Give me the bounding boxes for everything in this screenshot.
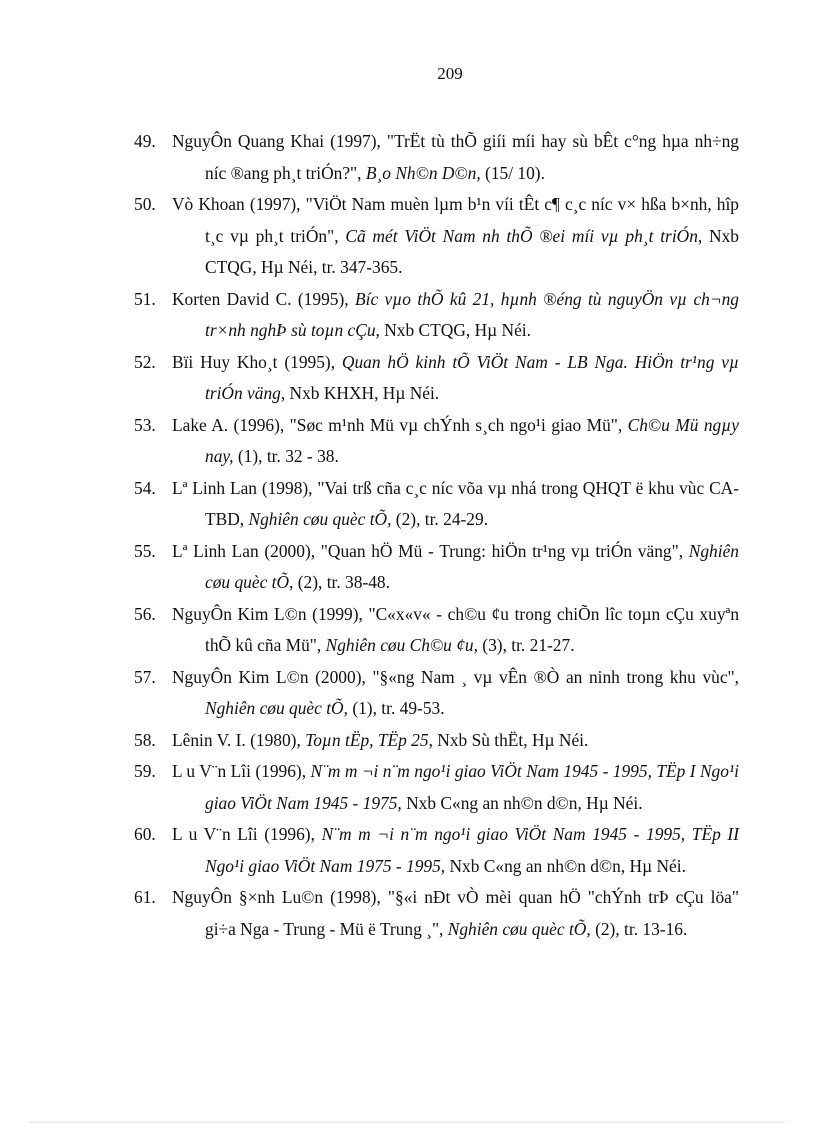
- reference-author: NguyÔn Quang Khai (1997),: [172, 131, 387, 151]
- reference-details: Nxb CTQG, Hµ Néi.: [384, 320, 531, 340]
- reference-author: Lª Linh Lan (1998),: [172, 477, 318, 498]
- reference-details: Nxb C«ng an nh©n d©n, Hµ Néi.: [406, 792, 643, 813]
- reference-item: [134, 756, 739, 819]
- reference-item: [134, 410, 739, 473]
- reference-details: Nxb CTQG, Hµ Néi, tr. 347-365.: [205, 225, 739, 277]
- reference-author: Lake A. (1996),: [172, 414, 290, 435]
- reference-author: Bïi Huy Kho¸t (1995),: [172, 351, 342, 372]
- reference-item: [134, 662, 739, 725]
- reference-item: [134, 473, 739, 536]
- reference-details: (3), tr. 21-27.: [482, 635, 575, 655]
- reference-item: [134, 189, 739, 284]
- reference-source: Nghiên cøu quèc tÕ,: [205, 698, 353, 718]
- reference-number: 49.: [134, 131, 156, 151]
- reference-author: Lª Linh Lan (2000),: [172, 540, 321, 561]
- reference-source: N¨m m ¬i n¨m ngo¹i giao ViÖt Nam 1945 - 1995, TËp II Ngo¹i giao ViÖt Nam 1975 - 1995,: [205, 824, 739, 876]
- reference-details: (15/ 10).: [485, 162, 545, 183]
- reference-details: (2), tr. 24-29.: [395, 509, 489, 529]
- reference-author: NguyÔn Kim L©n (2000),: [172, 666, 373, 687]
- reference-source: Ch©u Mü ngµy nay,: [205, 414, 739, 466]
- reference-author: Vò Khoan (1997),: [172, 194, 306, 214]
- reference-list: [134, 126, 739, 945]
- reference-number: 54.: [134, 477, 156, 498]
- reference-details: Nxb KHXH, Hµ Néi.: [289, 383, 440, 403]
- reference-details: (1), tr. 49-53.: [352, 698, 445, 718]
- reference-item: [134, 599, 739, 662]
- reference-source: Nghiên cøu quèc tÕ: [205, 540, 739, 592]
- reference-title: "§«ng Nam ¸ vµ vÊn ®Ò an ninh trong khu vùc",: [372, 666, 740, 687]
- reference-author: L u V¨n Lîi (1996),: [172, 761, 311, 781]
- reference-source: Toµn tËp, TËp 25,: [305, 729, 438, 750]
- reference-source: Cã mét ViÖt Nam nh thÕ ®ei míi vµ ph¸t triÓn,: [345, 225, 710, 246]
- reference-number: 57.: [134, 666, 156, 687]
- reference-title: "§«i nÐt vÒ mèi quan hÖ "chÝnh trÞ cÇu löa" gi÷a Nga - Trung - Mü ë Trung ¸",: [205, 887, 739, 939]
- reference-source: Bíc vµo thÕ kû 21, hµnh ®éng tù nguyÖn vµ ch¬ng tr×nh nghÞ sù toµn cÇu,: [205, 288, 739, 340]
- reference-details: Nxb Sù thËt, Hµ Néi.: [437, 729, 589, 750]
- reference-details: (1), tr. 32 - 38.: [237, 446, 339, 466]
- reference-author: Lênin V. I. (1980),: [172, 729, 306, 750]
- reference-details: , (2), tr. 38-48.: [289, 572, 390, 592]
- reference-item: [134, 347, 739, 410]
- reference-source: Quan hÖ kinh tÕ ViÖt Nam - LB Nga. HiÖn tr¹ng vµ triÓn väng,: [205, 351, 739, 403]
- reference-source: N¨m m ¬i n¨m ngo¹i giao ViÖt Nam 1945 - 1995, TËp I Ngo¹i giao ViÖt Nam 1945 - 1975,: [205, 761, 739, 813]
- reference-number: 58.: [134, 729, 156, 750]
- reference-source: Nghiên cøu quèc tÕ,: [447, 918, 596, 939]
- reference-item: [134, 284, 739, 347]
- reference-number: 56.: [134, 603, 156, 624]
- reference-title: "TrËt tù thÕ giíi míi hay sù bÊt c°ng hµa nh÷ng níc ®ang ph¸t triÓn?",: [205, 131, 739, 183]
- reference-author: NguyÔn Kim L©n (1999),: [172, 603, 369, 624]
- reference-number: 52.: [134, 351, 156, 372]
- reference-author: L u V¨n Lîi (1996),: [172, 824, 322, 844]
- reference-item: [134, 126, 739, 189]
- reference-source: Nghiên cøu Ch©u ¢u,: [325, 635, 483, 655]
- reference-number: 55.: [134, 540, 156, 561]
- reference-number: 59.: [134, 761, 156, 781]
- page-number: 209: [437, 64, 463, 83]
- reference-item: [134, 882, 739, 945]
- reference-item: [134, 725, 739, 757]
- reference-number: 53.: [134, 414, 156, 435]
- reference-title: "Søc m¹nh Mü vµ chÝnh s¸ch ngo¹i giao Mü",: [289, 414, 628, 435]
- reference-title: "ViÖt Nam muèn lµm b¹n víi tÊt c¶ c¸c níc v× hßa b×nh, hîp t¸c vµ ph¸t triÓn",: [205, 194, 740, 246]
- reference-number: 50.: [134, 194, 156, 214]
- reference-details: Nxb C«ng an nh©n d©n, Hµ Néi.: [449, 855, 686, 876]
- reference-item: [134, 819, 739, 882]
- reference-source: Nghiên cøu quèc tÕ,: [248, 509, 396, 529]
- reference-title: "C«x«v« - ch©u ¢u trong chiÕn lîc toµn cÇu xuyªn thÕ kû cña Mü",: [205, 603, 740, 655]
- reference-item: [134, 536, 739, 599]
- reference-title: "Vai trß cña c¸c níc võa vµ nhá trong QHQT ë khu vùc CA-TBD,: [205, 477, 740, 529]
- reference-author: Korten David C. (1995),: [172, 288, 355, 309]
- reference-source: B¸o Nh©n D©n,: [365, 162, 486, 183]
- reference-number: 61.: [134, 887, 156, 907]
- reference-number: 60.: [134, 824, 156, 844]
- reference-title: "Quan hÖ Mü - Trung: hiÖn tr¹ng vµ triÓn väng",: [320, 540, 689, 561]
- reference-number: 51.: [134, 288, 156, 309]
- reference-author: NguyÔn §×nh Lu©n (1998),: [172, 887, 388, 907]
- reference-details: (2), tr. 13-16.: [595, 918, 688, 939]
